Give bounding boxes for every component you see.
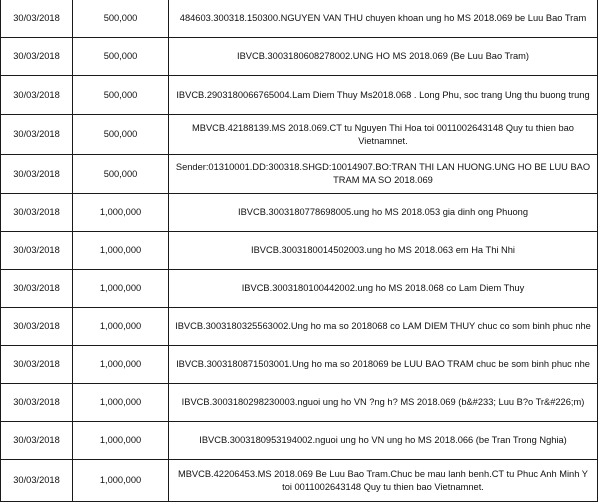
date-cell: 30/03/2018: [1, 308, 73, 346]
table-row: [1, 308, 598, 346]
table-row: [1, 232, 598, 270]
table-row: [1, 346, 598, 384]
date-cell: 30/03/2018: [1, 0, 73, 38]
amount-cell: 500,000: [73, 38, 169, 76]
description-cell: MBVCB.42206453.MS 2018.069 Be Luu Bao Tram.Chuc be mau lanh benh.CT tu Phuc Anh Minh Y toi 0011002643148 Quy tu thien bao Vietnamnet.: [169, 460, 598, 502]
description-cell: MBVCB.42188139.MS 2018.069.CT tu Nguyen Thi Hoa toi 0011002643148 Quy tu thien bao Vietnamnet.: [169, 115, 598, 155]
date-cell: 30/03/2018: [1, 76, 73, 115]
date-cell: 30/03/2018: [1, 270, 73, 308]
table-row: [1, 155, 598, 194]
date-cell: 30/03/2018: [1, 115, 73, 155]
description-cell: Sender:01310001.DD:300318.SHGD:10014907.BO:TRAN THI LAN HUONG.UNG HO BE LUU BAO TRAM MA SO 2018.069: [169, 155, 598, 194]
table-row: [1, 115, 598, 155]
amount-cell: 1,000,000: [73, 384, 169, 422]
date-cell: 30/03/2018: [1, 194, 73, 232]
description-cell: IBVCB.3003180325563002.Ung ho ma so 2018068 co LAM DIEM THUY chuc co som binh phuc nhe: [169, 308, 598, 346]
amount-cell: 1,000,000: [73, 308, 169, 346]
date-cell: 30/03/2018: [1, 346, 73, 384]
amount-cell: 500,000: [73, 76, 169, 115]
amount-cell: 500,000: [73, 115, 169, 155]
amount-cell: 1,000,000: [73, 422, 169, 460]
amount-cell: 1,000,000: [73, 194, 169, 232]
amount-cell: 1,000,000: [73, 346, 169, 384]
table-row: [1, 76, 598, 115]
description-cell: IBVCB.3003180871503001.Ung ho ma so 2018069 be LUU BAO TRAM chuc be som binh phuc nhe: [169, 346, 598, 384]
date-cell: 30/03/2018: [1, 232, 73, 270]
description-cell: IBVCB.3003180014502003.ung ho MS 2018.063 em Ha Thi Nhi: [169, 232, 598, 270]
table-row: [1, 0, 598, 38]
date-cell: 30/03/2018: [1, 422, 73, 460]
date-cell: 30/03/2018: [1, 155, 73, 194]
table-row: [1, 38, 598, 76]
date-cell: 30/03/2018: [1, 38, 73, 76]
description-cell: IBVCB.3003180953194002.nguoi ung ho VN ung ho MS 2018.066 (be Tran Trong Nghia): [169, 422, 598, 460]
amount-cell: 1,000,000: [73, 460, 169, 502]
description-cell: IBVCB.3003180778698005.ung ho MS 2018.053 gia dinh ong Phuong: [169, 194, 598, 232]
table-row: [1, 422, 598, 460]
amount-cell: 500,000: [73, 155, 169, 194]
table-row: [1, 460, 598, 502]
description-cell: IBVCB.3003180298230003.nguoi ung ho VN ?ng h? MS 2018.069 (b&#233; Luu B?o Tr&#226;m): [169, 384, 598, 422]
date-cell: 30/03/2018: [1, 460, 73, 502]
amount-cell: 1,000,000: [73, 270, 169, 308]
description-cell: 484603.300318.150300.NGUYEN VAN THU chuyen khoan ung ho MS 2018.069 be Luu Bao Tram: [169, 0, 598, 38]
description-cell: IBVCB.3003180608278002.UNG HO MS 2018.069 (Be Luu Bao Tram): [169, 38, 598, 76]
description-cell: IBVCB.2903180066765004.Lam Diem Thuy Ms2018.068 . Long Phu, soc trang Ung thu buong trung: [169, 76, 598, 115]
amount-cell: 500,000: [73, 0, 169, 38]
amount-cell: 1,000,000: [73, 232, 169, 270]
date-cell: 30/03/2018: [1, 384, 73, 422]
table-row: [1, 194, 598, 232]
table-row: [1, 384, 598, 422]
table-row: [1, 270, 598, 308]
description-cell: IBVCB.3003180100442002.ung ho MS 2018.068 co Lam Diem Thuy: [169, 270, 598, 308]
